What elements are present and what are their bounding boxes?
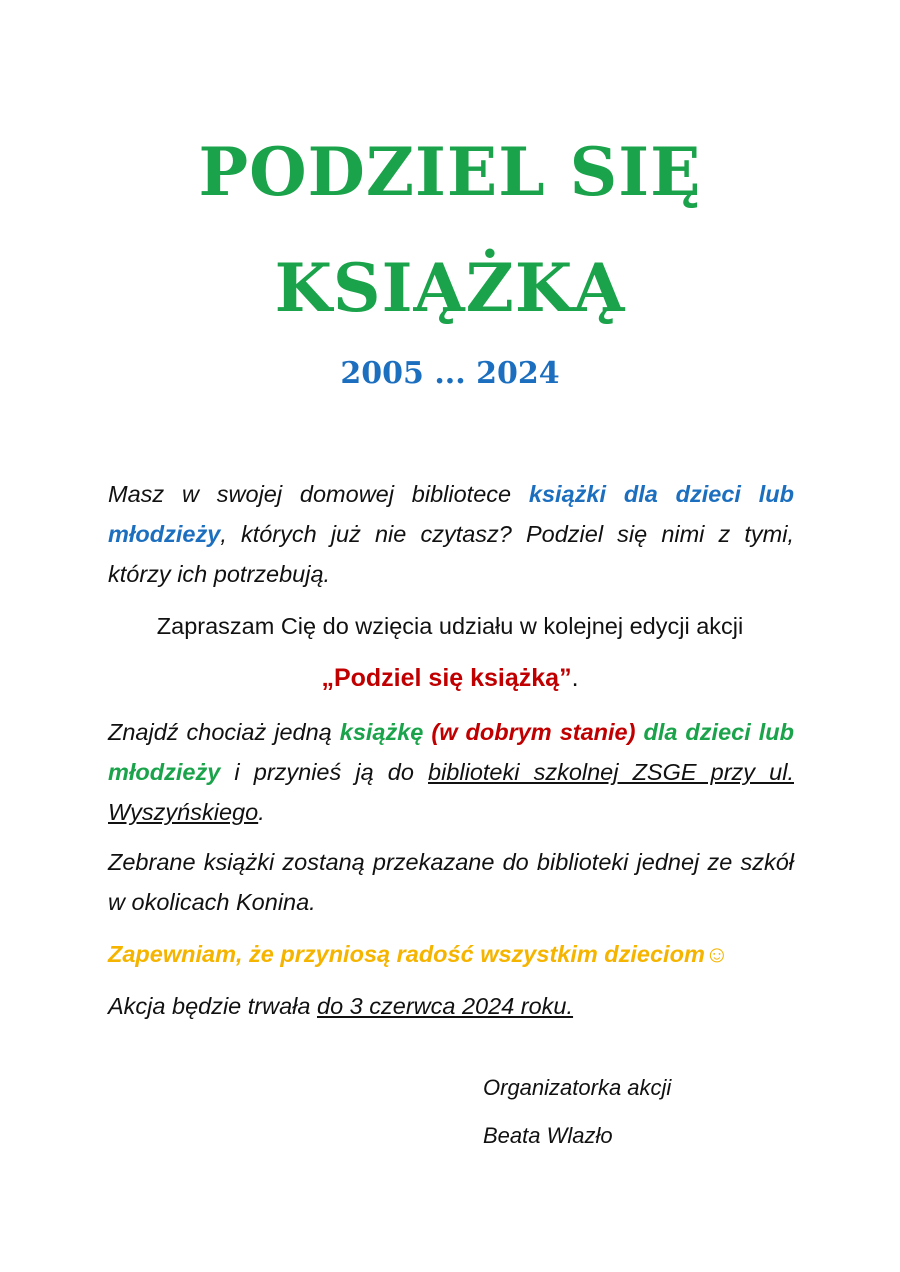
signature-role: Organizatorka akcji: [483, 1075, 672, 1100]
deadline-date: do 3 czerwca 2024 roku.: [317, 993, 574, 1019]
campaign-name: [0, 658, 900, 698]
intro-text-end: , których już nie czytasz? Podziel się nimi z tymi, którzy ich potrzebują.: [108, 521, 794, 587]
page-title-line-1: PODZIEL SIĘ: [198, 133, 702, 211]
campaign-name-text: „Podziel się książką”: [321, 664, 572, 692]
intro-paragraph: [108, 474, 794, 594]
instructions-text-2: i przynieś ją do: [220, 759, 429, 785]
deadline-paragraph: [108, 986, 794, 1026]
instructions-paragraph: Znajdź chociaż jedną książkę (w dobrym stanie) dla dzieci lub młodzieży i przynieś ją do biblioteki szkolnej ZSGE przy ul. Wyszyńskiego.: [108, 719, 794, 825]
instructions-book: książkę: [339, 719, 424, 745]
invitation-paragraph: Zapraszam Cię do wzięcia udziału w kolejnej edycji akcji: [156, 613, 744, 639]
campaign-name-period: .: [571, 664, 579, 692]
joy-paragraph: Zapewniam, że przyniosą radość wszystkim dzieciom☺: [108, 941, 729, 967]
intro-highlight: książki dla dzieci lub młodzieży: [108, 481, 794, 547]
instructions-text: Znajdź chociaż jedną: [108, 719, 340, 745]
donation-paragraph: Zebrane książki zostaną przekazane do biblioteki jednej ze szkół w okolicach Konina.: [108, 849, 794, 915]
deadline-text: Akcja będzie trwała: [108, 993, 317, 1019]
instructions-condition: (w dobrym stanie): [431, 719, 636, 745]
signature-name: Beata Wlazło: [483, 1123, 613, 1148]
instructions-audience: dla dzieci lub młodzieży: [108, 719, 794, 785]
years-subtitle: 2005 ... 2024: [340, 356, 560, 391]
instructions-location: biblioteki szkolnej ZSGE przy ul. Wyszyńskiego: [108, 759, 794, 825]
intro-text: Masz w swojej domowej bibliotece: [108, 481, 529, 507]
page-title-line-2: KSIĄŻKĄ: [274, 249, 626, 327]
